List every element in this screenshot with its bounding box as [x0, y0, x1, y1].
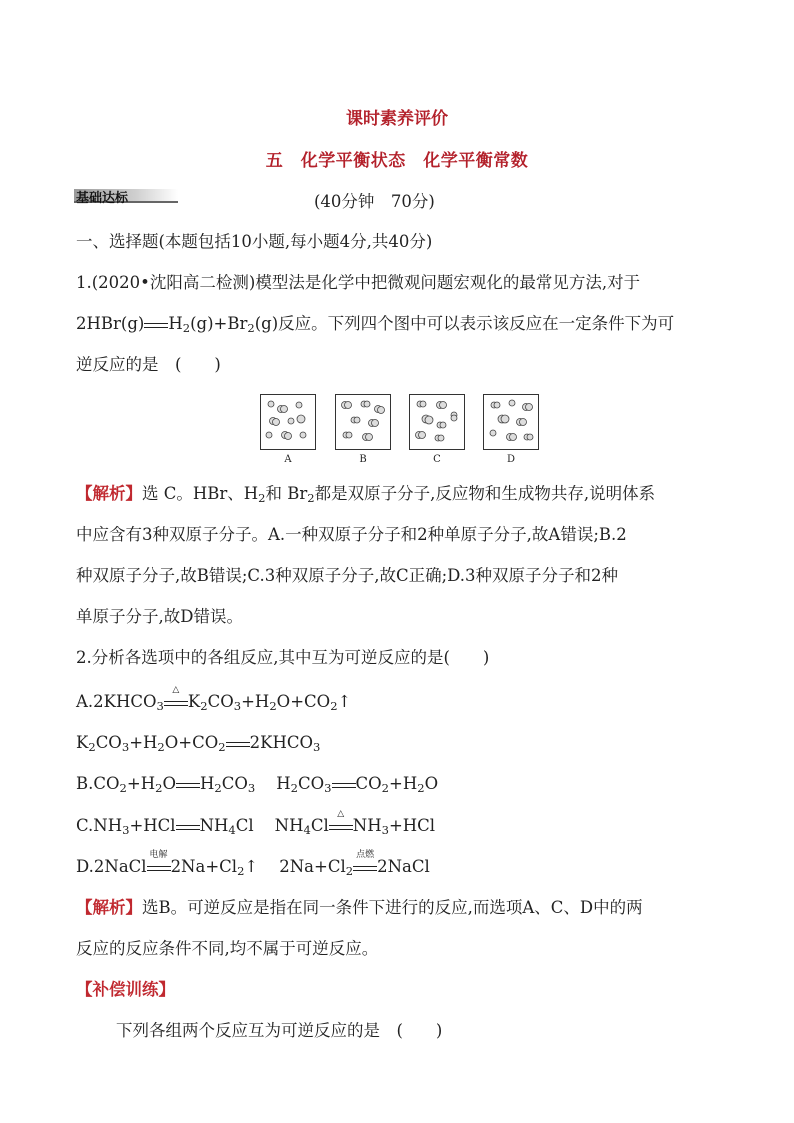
q1-line1: 1.(2020•沈阳高二检测)模型法是化学中把微观问题宏观化的最常见方法,对于 [76, 273, 641, 292]
figure-c [409, 394, 465, 450]
q1-analysis-line2: 中应含有3种双原子分子。A.一种双原子分子和2种单原子分子,故A错误;B.2 [76, 525, 627, 544]
q2-option-a-line2: $K_2CO_3+H_2O+CO_2$ $2KHCO_3$ [76, 733, 321, 754]
figure-c-label: C [433, 454, 441, 465]
electrolysis-equals-icon: 电解 [147, 862, 171, 874]
q1-analysis-line3: 种双原子分子,故B错误;C.3种双原子分子,故C正确;D.3种双原子分子和2种 [76, 566, 619, 585]
q2-option-c: $C.NH_3+HCl$ $NH_4Cl$ $NH_4Cl$ △ $NH_3+HCl$ [76, 808, 436, 837]
equals-sign-icon [226, 738, 250, 750]
q2-analysis-line2: 反应的反应条件不同,均不属于可逆反应。 [76, 939, 379, 958]
equals-sign-icon [144, 319, 168, 331]
molecule-model-icon [261, 395, 314, 448]
q2-stem: 2.分析各选项中的各组反应,其中互为可逆反应的是( ) [76, 648, 490, 667]
figure-b [335, 394, 391, 450]
q2-option-a-line1: $A.2KHCO_3$ △ $K_2CO_3+H_2O+CO_2↑$ [76, 684, 352, 713]
analysis-tag: 【解析】 [76, 484, 142, 503]
molecule-model-icon [336, 395, 389, 448]
q2-option-b: $B.CO_2+H_2O$ $H_2CO_3$ $H_2CO_3$ $CO_2+H_2O$ [76, 774, 439, 795]
q2-option-d: D.2NaCl 电解 $2Na+Cl_2↑$ $2Na+Cl_2$ 点燃 2NaCl [76, 849, 430, 878]
page-subtitle: 五 化学平衡状态 化学平衡常数 [265, 151, 529, 171]
molecule-model-icon [410, 395, 463, 448]
q2-analysis-line1: 【解析】选B。可逆反应是指在同一条件下进行的反应,而选项A、C、D中的两 [76, 898, 643, 917]
badge-label: 基础达标 [76, 191, 129, 206]
figure-b-label: B [359, 454, 367, 465]
q1-analysis-line4: 单原子分子,故D错误。 [76, 607, 243, 626]
ignite-equals-icon: 点燃 [353, 862, 377, 874]
figure-a-label: A [284, 454, 292, 465]
page-title: 课时素养评价 [346, 109, 448, 129]
equals-sign-icon [176, 821, 200, 833]
heat-equals-icon: △ [164, 697, 188, 709]
time-score: (40分钟 70分) [314, 192, 435, 211]
q1-line3: 逆反应的是 ( ) [76, 355, 221, 374]
supplement-tag: 【补偿训练】 [76, 980, 175, 999]
heat-equals-icon: △ [329, 821, 353, 833]
supplement-question: 下列各组两个反应互为可逆反应的是 ( ) [116, 1021, 443, 1040]
figure-d-label: D [506, 454, 516, 465]
equals-sign-icon [176, 779, 200, 791]
figure-a [260, 394, 316, 450]
section-heading: 一、选择题(本题包括10小题,每小题4分,共40分) [76, 232, 433, 251]
molecule-model-icon [484, 395, 537, 448]
equals-sign-icon [332, 779, 356, 791]
analysis-tag: 【解析】 [76, 898, 142, 917]
figure-d [483, 394, 539, 450]
q1-analysis-line1: 【解析】选 C。HBr、$H_2$和 $Br_2$都是双原子分子,反应物和生成物共存,说明体系 [76, 484, 656, 505]
basic-level-badge [74, 186, 178, 204]
q1-line2: 2HBr(g) $H_2(g)+Br_2(g)$反应。下列四个图中可以表示该反应在一定条件下为可 [76, 314, 675, 335]
